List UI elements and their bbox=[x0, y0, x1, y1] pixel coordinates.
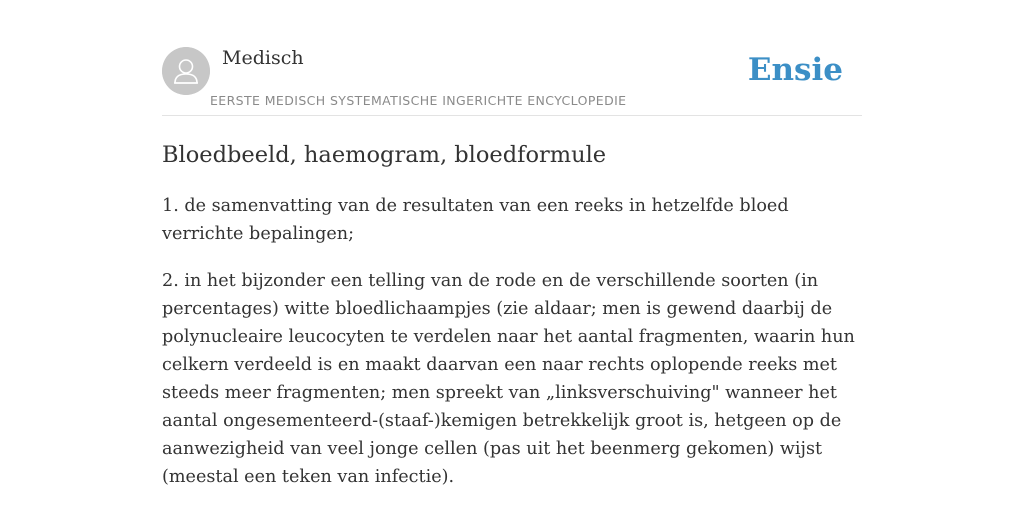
entry-title: Bloedbeeld, haemogram, bloedformule bbox=[162, 142, 607, 168]
source-name[interactable]: Medisch bbox=[222, 47, 304, 69]
entry-definition bbox=[162, 192, 862, 510]
source-header bbox=[162, 0, 862, 116]
definition-paragraph-2: 2. in het bijzonder een telling van de rode en de verschillende soorten (in percentages) witte bloedlichaampjes (zie aldaar; men is gewend daarbij de polynucleaire leucocyten te verdelen naar het aantal fragmenten, waarin hun celkern verdeeld is en maakt daarvan een naar rechts oplopende reeks met steeds meer fragmenten; men spreekt van „linksverschuiving" wanneer het aantal ongesementeerd-(staaf-)kemigen betrekkelijk groot is, hetgeen op de aanwezigheid van veel jonge cellen (pas uit het beenmerg gekomen) wijst (meestal een teken van infectie). bbox=[162, 271, 855, 487]
source-subtitle: EERSTE MEDISCH SYSTEMATISCHE INGERICHTE ENCYCLOPEDIE bbox=[210, 93, 627, 108]
brand-logo-link[interactable]: Ensie bbox=[747, 52, 843, 88]
definition-paragraph-1: 1. de samenvatting van de resultaten van een reeks in hetzelfde bloed verrichte bepalingen; bbox=[162, 196, 789, 244]
entry-container bbox=[162, 0, 862, 487]
source-avatar[interactable] bbox=[162, 47, 210, 95]
user-icon bbox=[162, 47, 210, 95]
